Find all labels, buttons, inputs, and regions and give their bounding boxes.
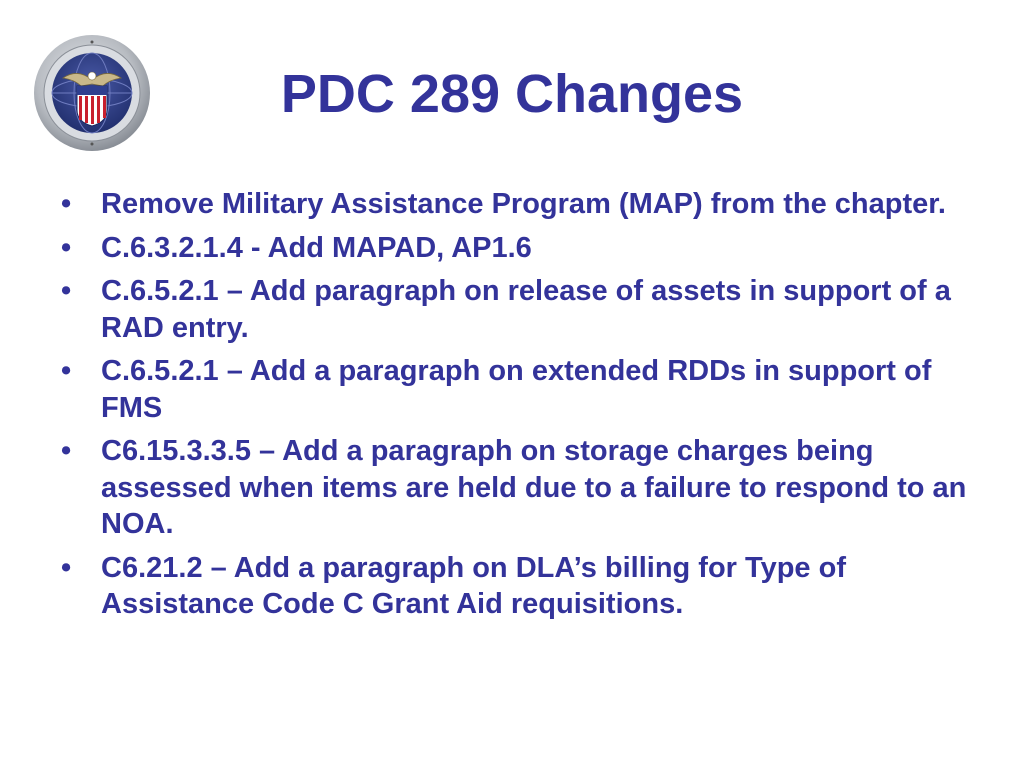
bullet-text: C.6.3.2.1.4 - Add MAPAD, AP1.6 bbox=[101, 231, 532, 264]
bullet-text: C.6.5.2.1 – Add a paragraph on extended RDDs in support of FMS bbox=[101, 355, 932, 424]
bullet-text: C.6.5.2.1 – Add paragraph on release of assets in support of a RAD entry. bbox=[101, 275, 951, 344]
bullet-marker: • bbox=[61, 551, 72, 584]
slide-title: PDC 289 Changes bbox=[280, 64, 744, 124]
bullet-item bbox=[60, 186, 970, 223]
bullet-text: C6.21.2 – Add a paragraph on DLA’s billing for Type of Assistance Code C Grant Aid requisitions. bbox=[101, 551, 846, 620]
bullet-item bbox=[60, 273, 970, 346]
bullet-marker: • bbox=[61, 275, 72, 307]
bullet-item bbox=[60, 433, 970, 543]
bullet-item bbox=[60, 230, 970, 267]
bullet-marker: • bbox=[61, 355, 72, 387]
bullet-item bbox=[60, 550, 970, 623]
bullet-item bbox=[60, 353, 970, 426]
bullet-text: Remove Military Assistance Program (MAP) from the chapter. bbox=[101, 188, 946, 220]
bullet-text: C6.15.3.3.5 – Add a paragraph on storage charges being assessed when items are held due to a failure to respond to an NOA. bbox=[101, 435, 967, 540]
bullet-list bbox=[60, 186, 970, 630]
bullet-marker: • bbox=[61, 231, 72, 264]
bullet-marker: • bbox=[61, 188, 72, 220]
bullet-marker: • bbox=[61, 435, 72, 467]
